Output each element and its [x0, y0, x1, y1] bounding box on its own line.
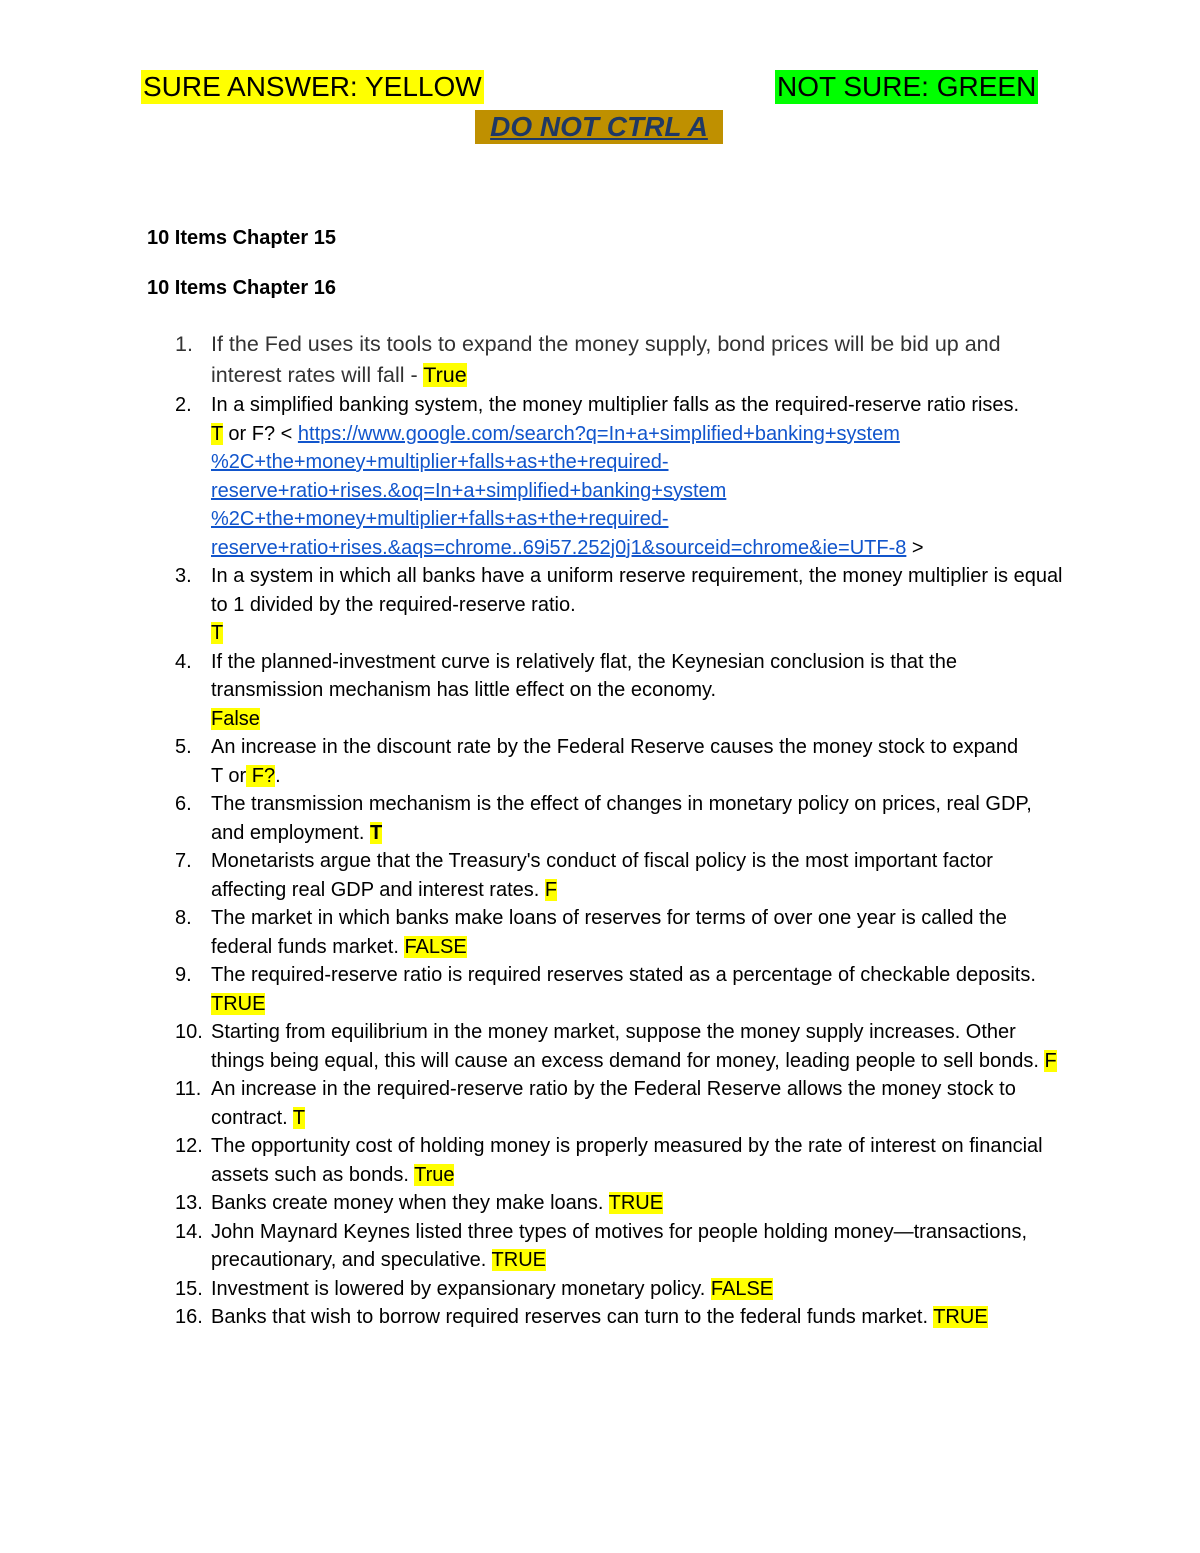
answer-highlight: False — [211, 707, 260, 730]
question-item — [147, 904, 1067, 961]
question-number: 16. — [175, 1306, 203, 1328]
link-close: > — [906, 536, 924, 559]
answer-highlight: F — [544, 878, 558, 901]
question-item — [147, 733, 1067, 790]
question-number: 9. — [175, 964, 192, 986]
question-number: 6. — [175, 793, 192, 815]
answer-highlight: F? — [246, 764, 276, 787]
question-text: If the Fed uses its tools to expand the money supply, bond prices will be bid up and interest rates will fall - — [211, 332, 1001, 387]
answer-highlight: TRUE — [608, 1192, 664, 1214]
answer-highlight: TRUE — [933, 1306, 988, 1328]
question-item — [147, 1018, 1067, 1075]
question-number: 3. — [175, 565, 192, 587]
question-item — [147, 1075, 1067, 1132]
question-item — [147, 562, 1067, 648]
answer-highlight: TRUE — [491, 1249, 546, 1271]
answer-highlight: FALSE — [404, 935, 467, 958]
question-text: The market in which banks make loans of reserves for terms of over one year is called the federal funds market. — [211, 907, 1007, 958]
answer-highlight: T — [369, 821, 383, 844]
question-text: Banks create money when they make loans. — [211, 1192, 609, 1214]
question-text: In a system in which all banks have a uniform reserve requirement, the money multiplier is equal to 1 divided by the required-reserve ratio. — [211, 565, 1063, 616]
question-item — [147, 648, 1067, 734]
answer-prefix: T or — [211, 764, 247, 787]
question-number: 11. — [175, 1078, 202, 1100]
sure-answer-legend: SURE ANSWER: YELLOW — [143, 71, 482, 102]
question-number: 4. — [175, 650, 192, 673]
question-text: Investment is lowered by expansionary monetary policy. — [211, 1277, 711, 1300]
question-item — [147, 1189, 1067, 1218]
question-text: The opportunity cost of holding money is properly measured by the rate of interest on financial assets such as bonds. — [211, 1135, 1043, 1186]
answer-highlight: F — [1044, 1049, 1057, 1072]
answer-highlight: T — [211, 622, 224, 644]
question-number: 10. — [175, 1021, 203, 1043]
question-item — [147, 790, 1067, 847]
question-number: 14. — [175, 1220, 203, 1243]
answer-highlight: FALSE — [710, 1277, 774, 1300]
question-number: 8. — [175, 907, 192, 929]
link-line: %2C+the+money+multiplier+falls+as+the+required- — [211, 508, 669, 530]
question-text: Banks that wish to borrow required reserves can turn to the federal funds market. — [211, 1306, 934, 1328]
link-line: %2C+the+money+multiplier+falls+as+the+required- — [211, 451, 669, 473]
link-line: reserve+ratio+rises.&aqs=chrome..69i57.252j0j1&sourceid=chrome&ie=UTF-8 — [211, 536, 907, 559]
question-text: If the planned-investment curve is relatively flat, the Keynesian conclusion is that the transmission mechanism has little effect on the economy. — [211, 650, 957, 701]
answer-highlight: True — [423, 362, 467, 387]
question-text: An increase in the discount rate by the Federal Reserve causes the money stock to expand — [211, 736, 1019, 758]
question-item — [147, 329, 1067, 390]
question-item — [147, 1132, 1067, 1189]
not-sure-legend: NOT SURE: GREEN — [777, 71, 1037, 102]
question-item — [147, 961, 1067, 1018]
question-item — [147, 1218, 1067, 1275]
question-number: 1. — [175, 332, 193, 356]
question-number: 15. — [175, 1277, 203, 1300]
do-not-ctrl-a-warning: DO NOT CTRL A — [475, 110, 723, 144]
google-search-link[interactable] — [211, 423, 906, 559]
question-number: 2. — [175, 394, 192, 416]
question-text: The required-reserve ratio is required reserves stated as a percentage of checkable deposits. — [211, 964, 1036, 986]
question-text: In a simplified banking system, the money multiplier falls as the required-reserve ratio rises. — [211, 394, 1020, 416]
question-text: Starting from equilibrium in the money market, suppose the money supply increases. Other things being equal, this will cause an excess demand for money, leading people to sell bonds. — [211, 1021, 1045, 1072]
question-text: The transmission mechanism is the effect of changes in monetary policy on prices, real GDP, and employment. — [211, 793, 1032, 844]
subheading-chapter-15: 10 Items Chapter 15 — [147, 227, 336, 249]
answer-highlight: T — [292, 1106, 306, 1129]
question-item — [147, 391, 1067, 562]
answer-highlight: True — [414, 1163, 455, 1186]
answer-suffix: or F? < — [222, 422, 298, 445]
question-number: 5. — [175, 736, 192, 758]
question-item — [147, 1303, 1067, 1332]
answer-suffix: . — [275, 764, 281, 787]
answer-highlight: T — [211, 422, 223, 445]
link-line: reserve+ratio+rises.&oq=In+a+simplified+banking+system — [211, 479, 727, 502]
question-text: John Maynard Keynes listed three types of motives for people holding money—transactions, precautionary, and speculative. — [211, 1220, 1027, 1271]
question-number: 13. — [175, 1192, 203, 1214]
question-item — [147, 1275, 1067, 1304]
answer-highlight: TRUE — [211, 992, 266, 1015]
question-text: An increase in the required-reserve ratio by the Federal Reserve allows the money stock to contract. — [211, 1078, 1016, 1129]
question-list — [147, 329, 1067, 1332]
question-number: 7. — [175, 850, 192, 872]
link-line: https://www.google.com/search?q=In+a+simplified+banking+system — [297, 422, 900, 445]
question-text: Monetarists argue that the Treasury's conduct of fiscal policy is the most important factor affecting real GDP and interest rates. — [211, 850, 993, 901]
question-number: 12. — [175, 1135, 203, 1157]
question-item — [147, 847, 1067, 904]
subheading-chapter-16: 10 Items Chapter 16 — [147, 277, 336, 299]
